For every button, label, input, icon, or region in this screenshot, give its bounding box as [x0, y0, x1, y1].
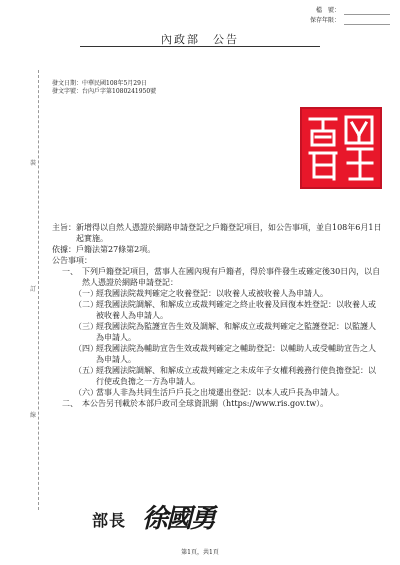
- sub-item-number: （六）: [74, 388, 98, 397]
- item-number: 一、: [62, 267, 78, 276]
- page-title: 內政部 公告: [161, 33, 239, 46]
- sub-item-text: 經我國法院調解、和解成立或裁判確定之終止收養及回復本姓登記：以收養人或被收養人為申請人。: [96, 300, 376, 320]
- basis-text: 戶籍法第27條第2項。: [76, 245, 156, 254]
- announcement-body: [52, 222, 382, 409]
- binding-char-ding: 訂: [30, 286, 37, 293]
- subject-label: 主旨：: [52, 223, 76, 232]
- issue-date: 發文日期：中華民國108年5月29日: [52, 80, 147, 87]
- issue-number: 發文字號：台內戶字第1080241950號: [52, 88, 157, 95]
- item-text: 下列戶籍登記項目，當事人在國內現有戶籍者，得於事件發生或確定後30日內，以自然人憑證於網路申請登記：: [82, 267, 381, 287]
- sub-item-text: 經我國法院為輔助宣告生效或裁判確定之輔助登記：以輔助人或受輔助宣告之人為申請人。: [96, 344, 376, 364]
- official-seal-icon: [300, 107, 382, 189]
- retention-years-label: 保存年限：: [309, 17, 340, 24]
- retention-years-line: [344, 17, 390, 25]
- sub-item-3: [74, 321, 382, 343]
- announcement-item-2: [62, 398, 382, 409]
- sub-item-text: 經我國法院為監護宣告生效及調解、和解成立或裁判確定之監護登記：以監護人為申請人。: [96, 322, 376, 342]
- sub-item-6: [74, 387, 382, 398]
- item-text: 本公告另刊載於本部戶政司全球資訊網（https://www.ris.gov.tw）。: [82, 399, 329, 408]
- sub-item-number: （二）: [74, 300, 98, 309]
- title-block: [120, 28, 280, 47]
- announcement-item-1: [62, 266, 382, 288]
- signature-title: 部長: [92, 511, 127, 530]
- sub-item-number: （四）: [74, 344, 98, 353]
- announcement-items-label: 公告事項：: [52, 256, 92, 265]
- binding-char-xian: 線: [30, 412, 37, 419]
- sub-item-1: [74, 288, 382, 299]
- title-underline: [80, 46, 320, 47]
- sub-item-5: [74, 365, 382, 387]
- sub-item-text: 經我國法院裁判確定之收養登記：以收養人或被收養人為申請人。: [96, 289, 328, 298]
- subject-paragraph: [52, 222, 382, 244]
- sub-item-number: （五）: [74, 366, 98, 375]
- binding-line: [38, 70, 39, 510]
- binding-char-zhuang: 裝: [30, 160, 37, 167]
- sub-item-text: 當事人非為共同生活戶戶長之出境遷出登記：以本人或戶長為申請人。: [96, 388, 344, 397]
- sub-item-number: （三）: [74, 322, 98, 331]
- sub-item-2: [74, 299, 382, 321]
- sub-item-text: 經我國法院調解、和解成立或裁判確定之未成年子女權利義務行使負擔登記：以行使或負擔之一方為申請人。: [96, 366, 376, 386]
- item-number: 二、: [62, 399, 78, 408]
- file-number-line: [344, 7, 390, 15]
- basis-label: 依據：: [52, 245, 76, 254]
- sub-item-4: [74, 343, 382, 365]
- subject-text: 新增得以自然人憑證於網路申請登記之戶籍登記項目，如公告事項，並自108年6月1日起實施。: [76, 223, 382, 243]
- signature-name: 徐國勇: [142, 504, 215, 534]
- sub-item-number: （一）: [74, 289, 98, 298]
- basis-paragraph: [52, 244, 382, 255]
- seal-glyph-icon: [302, 109, 380, 187]
- file-number-label: 檔 號：: [315, 7, 340, 14]
- file-info-box: [290, 6, 390, 26]
- issue-info: [52, 80, 156, 96]
- page-number: 第1頁，共1頁: [181, 549, 219, 556]
